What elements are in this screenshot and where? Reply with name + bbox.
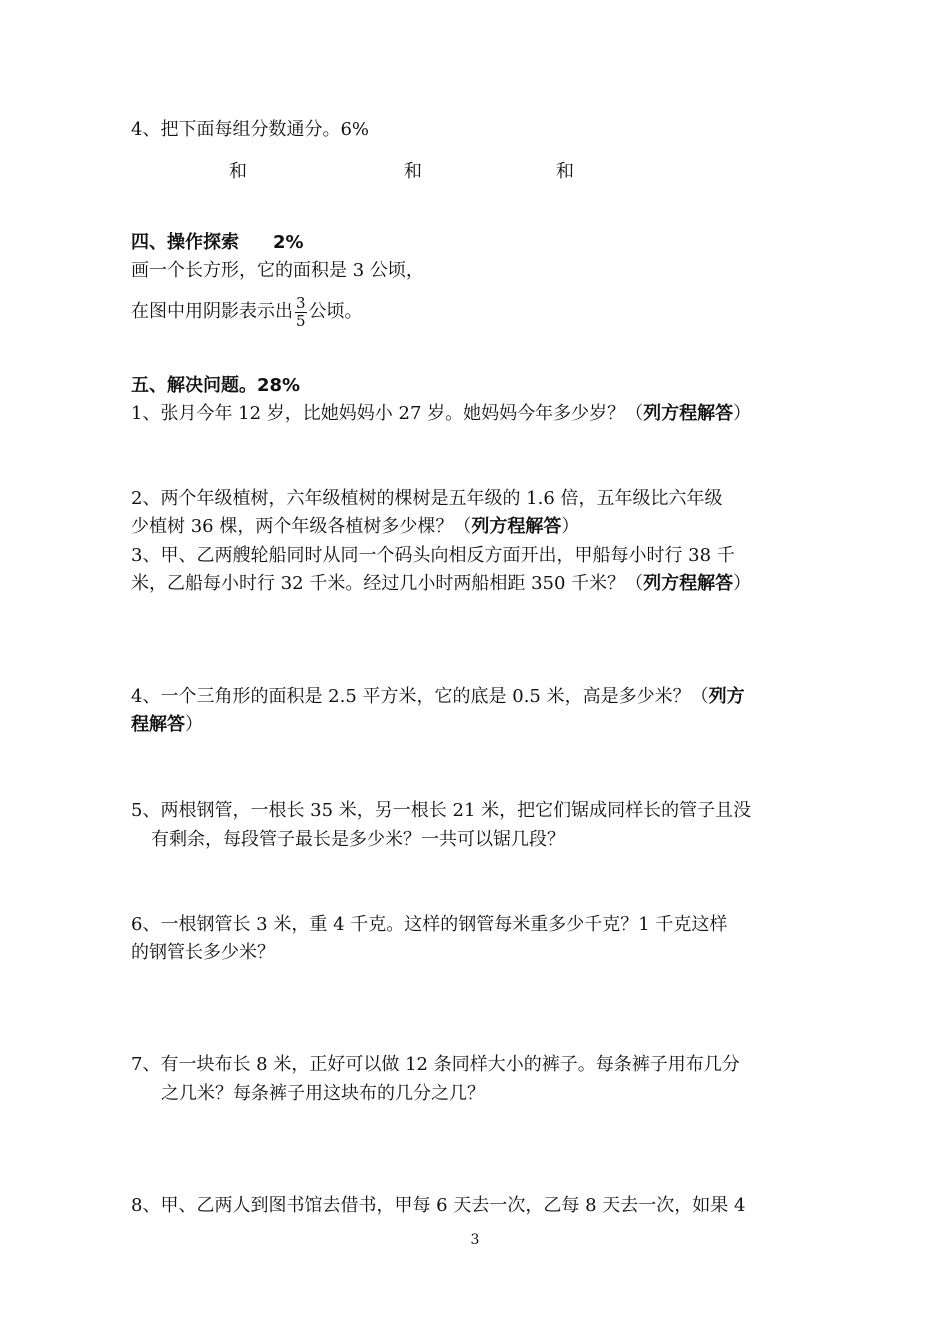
section-4-line-2 [131, 290, 363, 334]
q4-title: 4、把下面每组分数通分。6% [131, 119, 370, 140]
problem-6-line-1: 6、一根钢管长 3 米，重 4 千克。这样的钢管每米重多少千克？1 千克这样 [131, 914, 728, 935]
problem-3-hint: 列方程解答 [643, 573, 734, 594]
q4-and-1: 和 [229, 161, 247, 182]
problem-5-line-1: 5、两根钢管，一根长 35 米，另一根长 21 米，把它们锯成同样长的管子且没 [131, 800, 752, 821]
section-4-line-1: 画一个长方形，它的面积是 3 公顷， [131, 260, 424, 281]
section-4-heading [131, 231, 304, 255]
problem-8-line-1: 8、甲、乙两人到图书馆去借书，甲每 6 天去一次，乙每 8 天去一次，如果 4 [131, 1195, 746, 1216]
section-4-line-2-pre: 在图中用阴影表示出 [131, 301, 293, 322]
problem-4-hint-part-2: 程解答 [131, 714, 185, 735]
problem-3-line-1: 3、甲、乙两艘轮船同时从同一个码头向相反方面开出，甲船每小时行 38 千 [131, 545, 735, 566]
q4-and-2: 和 [404, 161, 422, 182]
problem-3-text: 米，乙船每小时行 32 千米。经过几小时两船相距 350 千米？（ [131, 573, 644, 594]
problem-1 [131, 402, 751, 426]
problem-2-line-1: 2、两个年级植树，六年级植树的棵树是五年级的 1.6 倍，五年级比六年级 [131, 488, 723, 509]
fraction-numerator: 3 [296, 293, 306, 312]
fraction-denominator: 5 [296, 311, 306, 330]
problem-4-text: 4、一个三角形的面积是 2.5 平方米，它的底是 0.5 米，高是多少米？（ [131, 686, 709, 707]
section-4-percent: 2% [273, 232, 304, 253]
fraction [295, 295, 307, 330]
problem-6-line-2: 的钢管长多少米？ [131, 942, 275, 963]
problem-2-close: ） [561, 516, 580, 537]
problem-1-hint: 列方程解答 [643, 403, 734, 424]
problem-1-close: ） [733, 403, 752, 424]
problem-2-line-2 [131, 515, 579, 539]
q4-and-3: 和 [556, 161, 574, 182]
problem-7-line-1: 7、有一块布长 8 米，正好可以做 12 条同样大小的裤子。每条裤子用布几分 [131, 1054, 740, 1075]
problem-2-text: 少植树 36 棵，两个年级各植树多少棵？（ [131, 516, 472, 537]
problem-5-line-2: 有剩余，每段管子最长是多少米？一共可以锯几段？ [151, 829, 565, 850]
problem-1-text: 1、张月今年 12 岁，比她妈妈小 27 岁。她妈妈今年多少岁？（ [131, 403, 644, 424]
section-5-heading: 五、解决问题。28% [131, 375, 301, 396]
problem-4-line-1 [131, 685, 745, 709]
problem-4-hint-part-1: 列方 [708, 686, 745, 707]
problem-3-line-2 [131, 572, 751, 596]
problem-4-line-2 [131, 713, 203, 737]
section-4-title: 四、操作探索 [131, 232, 239, 253]
problem-3-close: ） [733, 573, 752, 594]
page-number: 3 [470, 1232, 480, 1248]
problem-4-close: ） [185, 714, 203, 735]
problem-7-line-2: 之几米？每条裤子用这块布的几分之几？ [161, 1083, 485, 1104]
section-4-line-2-post: 公顷。 [308, 301, 363, 322]
problem-2-hint: 列方程解答 [471, 516, 562, 537]
